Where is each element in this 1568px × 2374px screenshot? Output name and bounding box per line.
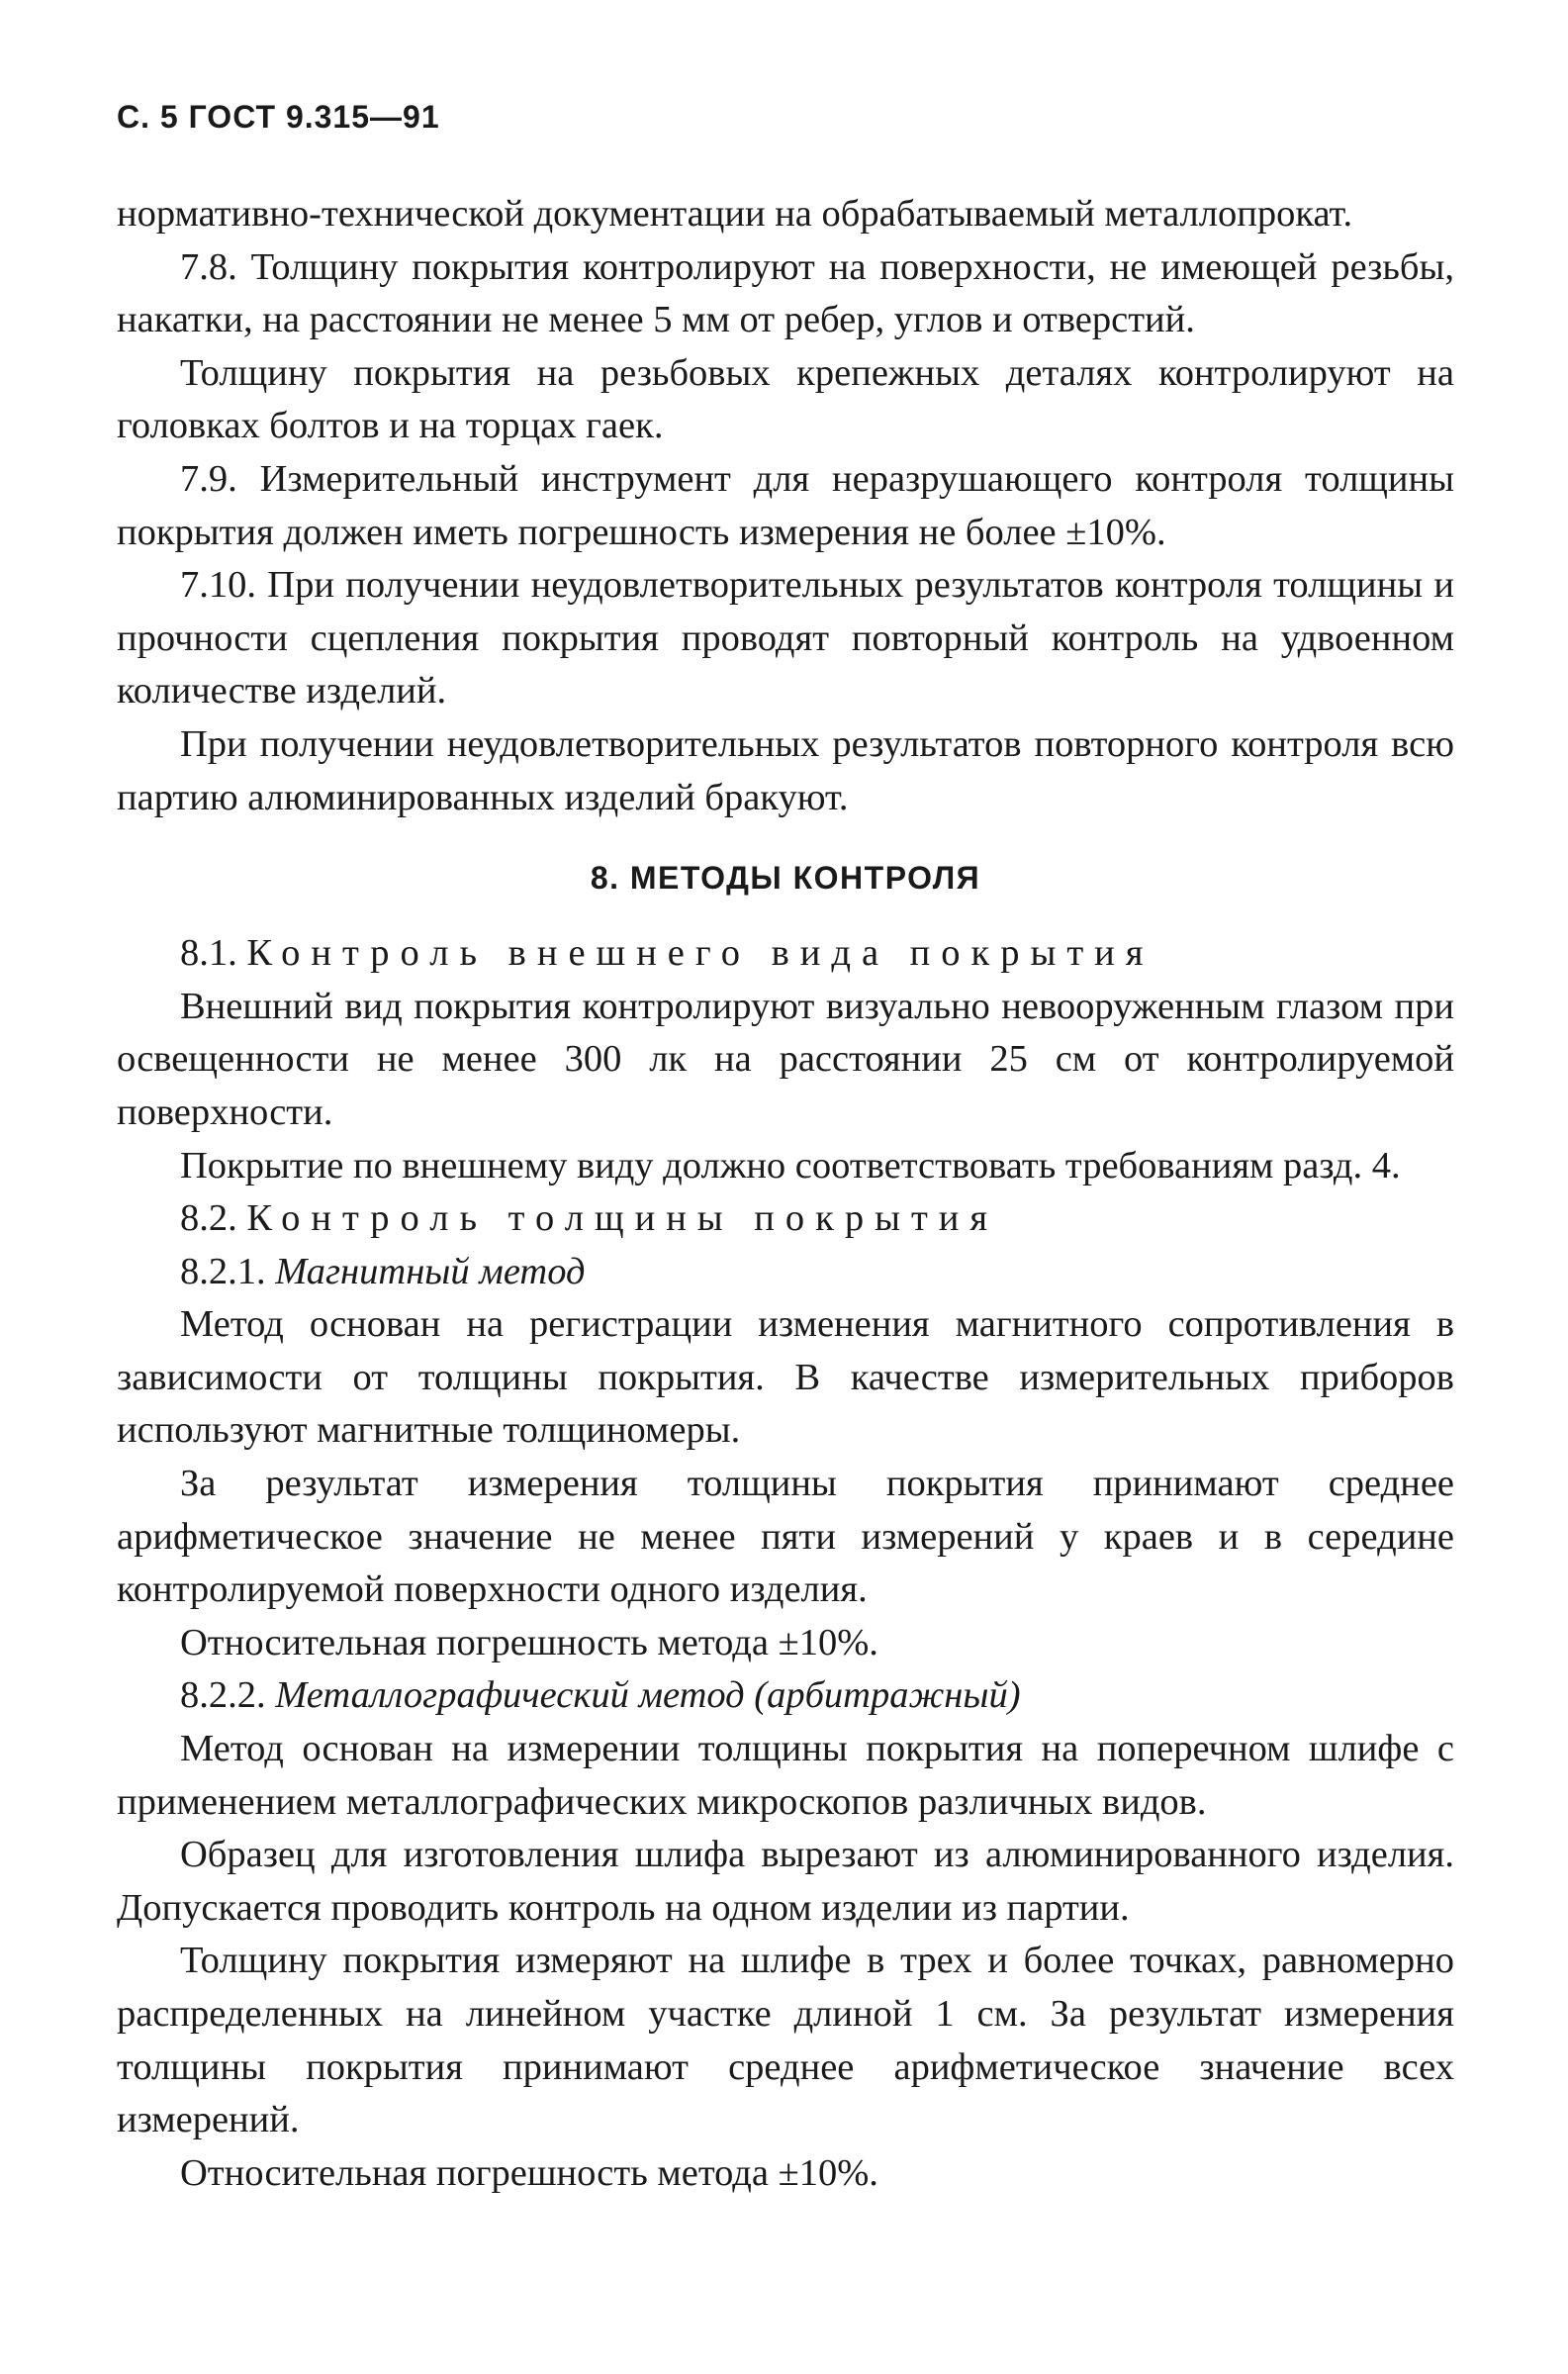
subsection-title: Магнитный метод [275, 1250, 586, 1292]
subsection-title: Металлографический метод (арбитражный) [275, 1674, 1021, 1717]
paragraph: Метод основан на регистрации изменения магнитного сопротивления в зависимости от толщины покрытия. В качестве измерительных приборов используют магнитные толщиномеры. [117, 1303, 1454, 1452]
subsection-number: 8.2.1. [180, 1250, 266, 1292]
paragraph: Покрытие по внешнему виду должно соответствовать требованиям разд. 4. [180, 1144, 1401, 1187]
subsection-heading-8-1 [117, 927, 1454, 981]
subsection-heading-8-2-2 [117, 1669, 1454, 1723]
subsection-title: Контроль внешнего вида покрытия [246, 932, 1154, 975]
subsection-title: Контроль толщины покрытия [246, 1197, 999, 1240]
paragraph: Толщину покрытия измеряют на шлифе в трех и более точках, равномерно распределенных на линейном участке длиной 1 см. За результат измерения толщины покрытия принимают среднее арифметическое значение всех измерений. [117, 1940, 1454, 2141]
paragraph-7-10: 7.10. При получении неудовлетворительных результатов контроля толщины и прочности сцепления покрытия проводят повторный контроль на удвоенном количестве изделий. [117, 564, 1454, 712]
paragraph: Толщину покрытия на резьбовых крепежных деталях контролируют на головках болтов и на торцах гаек. [117, 351, 1454, 447]
paragraph: Внешний вид покрытия контролируют визуально невооруженным глазом при освещенности не менее 300 лк на расстоянии 25 см от контролируемой поверхности. [117, 985, 1454, 1133]
subsection-number: 8.2.2. [180, 1674, 266, 1717]
subsection-number: 8.2. [180, 1197, 237, 1240]
subsection-heading-8-2-1 [117, 1246, 1454, 1299]
paragraph: Относительная погрешность метода ±10%. [180, 2151, 878, 2194]
paragraph: Метод основан на измерении толщины покрытия на поперечном шлифе с применением металлографических микроскопов различных видов. [117, 1728, 1454, 1823]
paragraph: нормативно-технической документации на обрабатываемый металлопрокат. [117, 193, 1353, 235]
page-header: С. 5 ГОСТ 9.315—91 [117, 99, 440, 135]
section-title: 8. МЕТОДЫ КОНТРОЛЯ [590, 860, 981, 897]
paragraph: Относительная погрешность метода ±10%. [180, 1621, 878, 1663]
paragraph: При получении неудовлетворительных результатов повторного контроля всю партию алюминированных изделий бракуют. [117, 722, 1454, 818]
paragraph: Образец для изготовления шлифа вырезают из алюминированного изделия. Допускается проводить контроль на одном изделии из партии. [117, 1834, 1454, 1929]
subsection-number: 8.1. [180, 932, 237, 975]
body-text [117, 188, 1454, 2200]
subsection-heading-8-2 [117, 1192, 1454, 1246]
paragraph: За результат измерения толщины покрытия принимают среднее арифметическое значение не менее пяти измерений у краев и в середине контролируемой поверхности одного изделия. [117, 1463, 1454, 1611]
paragraph-7-9: 7.9. Измерительный инструмент для неразрушающего контроля толщины покрытия должен иметь погрешность измерения не более ±10%. [117, 457, 1454, 553]
paragraph-7-8: 7.8. Толщину покрытия контролируют на поверхности, не имеющей резьбы, накатки, на расстоянии не менее 5 мм от ребер, углов и отверстий. [117, 245, 1454, 341]
